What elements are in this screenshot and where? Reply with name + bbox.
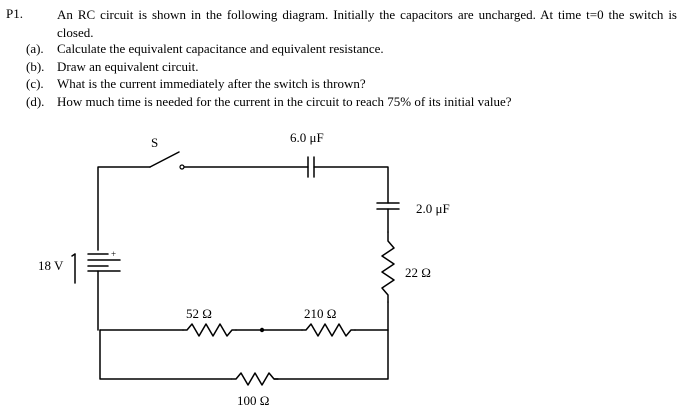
- resistor-52ohm-label: 52 Ω: [186, 306, 212, 321]
- part-a-text: Calculate the equivalent capacitance and equivalent resistance.: [57, 41, 384, 56]
- switch-label: S: [151, 135, 159, 150]
- resistor-22ohm: [382, 232, 394, 302]
- resistor-52ohm: [183, 324, 236, 336]
- part-c-text: What is the current immediately after the switch is thrown?: [57, 76, 366, 91]
- problem-intro: An RC circuit is shown in the following diagram. Initially the capacitors are uncharged. At time t=0 the switch is closed.: [57, 7, 677, 40]
- wire-top-left: [98, 167, 150, 250]
- resistor-210ohm: [302, 324, 355, 336]
- resistor-22ohm-label: 22 Ω: [405, 265, 431, 280]
- wire-top-to-right: [314, 167, 388, 203]
- problem-number: P1.: [6, 6, 23, 21]
- part-b-text: Draw an equivalent circuit.: [57, 58, 199, 74]
- wire-right-down: [100, 302, 388, 379]
- battery-label: 18 V: [38, 258, 64, 273]
- resistor-210ohm-label: 210 Ω: [304, 306, 337, 321]
- battery-plus-sign: +: [111, 249, 117, 259]
- resistor-100ohm-label: 100 Ω: [237, 393, 270, 408]
- part-d-label: (d).: [26, 93, 45, 109]
- part-c-label: (c).: [26, 76, 44, 91]
- capacitor-2uf-label: 2.0 μF: [416, 201, 450, 216]
- part-a-label: (a).: [26, 41, 44, 56]
- part-d-text: How much time is needed for the current in the circuit to reach 75% of its initial value?: [57, 93, 512, 109]
- capacitor-6uf-label: 6.0 μF: [290, 130, 324, 145]
- part-b-label: (b).: [26, 58, 45, 74]
- junction-dot: [260, 328, 264, 332]
- switch-blade: [150, 152, 179, 167]
